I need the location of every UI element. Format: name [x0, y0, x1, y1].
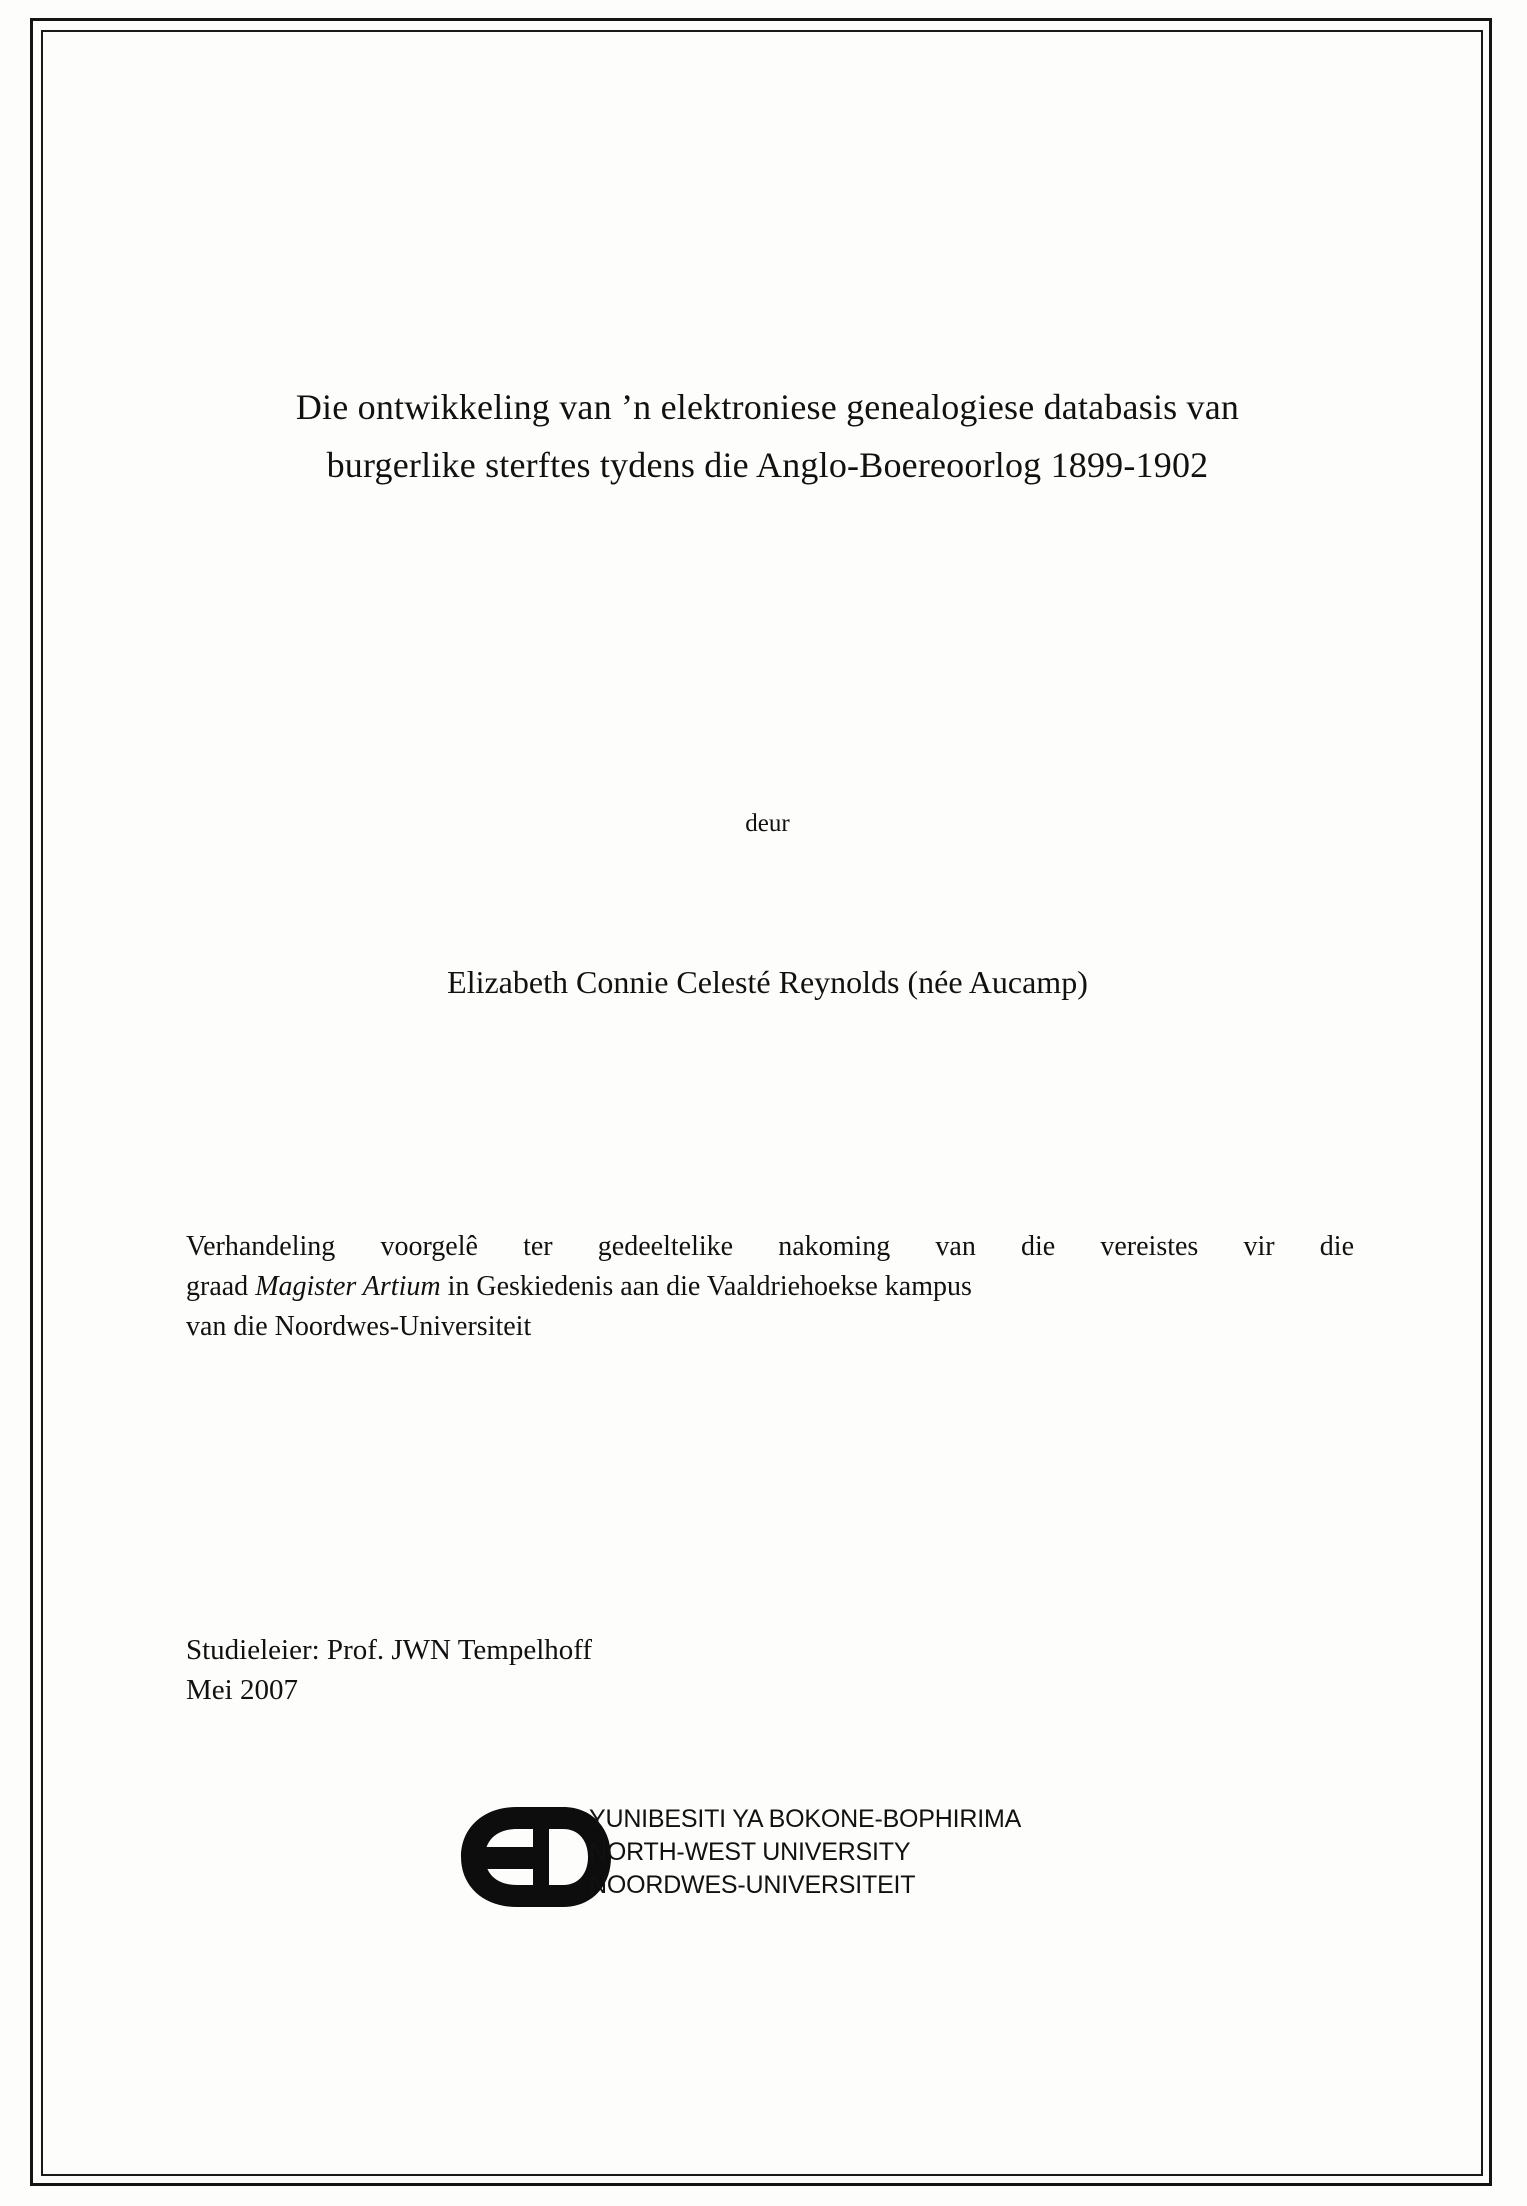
- page-title: [175, 378, 1360, 495]
- degree-statement-line-3: van die Noordwes-Universiteit: [186, 1310, 532, 1342]
- degree-statement: [186, 1227, 1354, 1346]
- degree-statement-line-2-prefix: graad: [186, 1270, 256, 1302]
- university-logo-text: [589, 1803, 1021, 1902]
- author-name: Elizabeth Connie Celesté Reynolds (née Aucamp): [447, 964, 1088, 1000]
- submission-date: Mei 2007: [186, 1674, 298, 1707]
- supervisor-name: Studieleier: Prof. JWN Tempelhoff: [186, 1634, 593, 1666]
- logo-text-line-2: NORTH-WEST UNIVERSITY: [589, 1838, 911, 1866]
- by-label: deur: [745, 810, 790, 837]
- degree-statement-line-1: Verhandeling voorgelê ter gedeeltelike nakoming van die vereistes vir die: [186, 1231, 1354, 1262]
- supervisor-block: [186, 1630, 986, 1710]
- university-logo: [455, 1795, 1095, 1925]
- logo-text-line-3: NOORDWES-UNIVERSITEIT: [589, 1871, 916, 1899]
- title-line-2: burgerlike sterftes tydens die Anglo-Boereoorlog 1899-1902: [326, 445, 1209, 486]
- degree-statement-line-2: [186, 1267, 1354, 1307]
- degree-statement-line-2-suffix: in Geskiedenis aan die Vaaldriehoekse kampus: [440, 1270, 972, 1302]
- degree-name-italic: Magister Artium: [255, 1270, 441, 1302]
- logo-text-line-1: YUNIBESITI YA BOKONE-BOPHIRIMA: [589, 1805, 1022, 1833]
- title-line-1: Die ontwikkeling van ’n elektroniese genealogiese databasis van: [295, 387, 1240, 427]
